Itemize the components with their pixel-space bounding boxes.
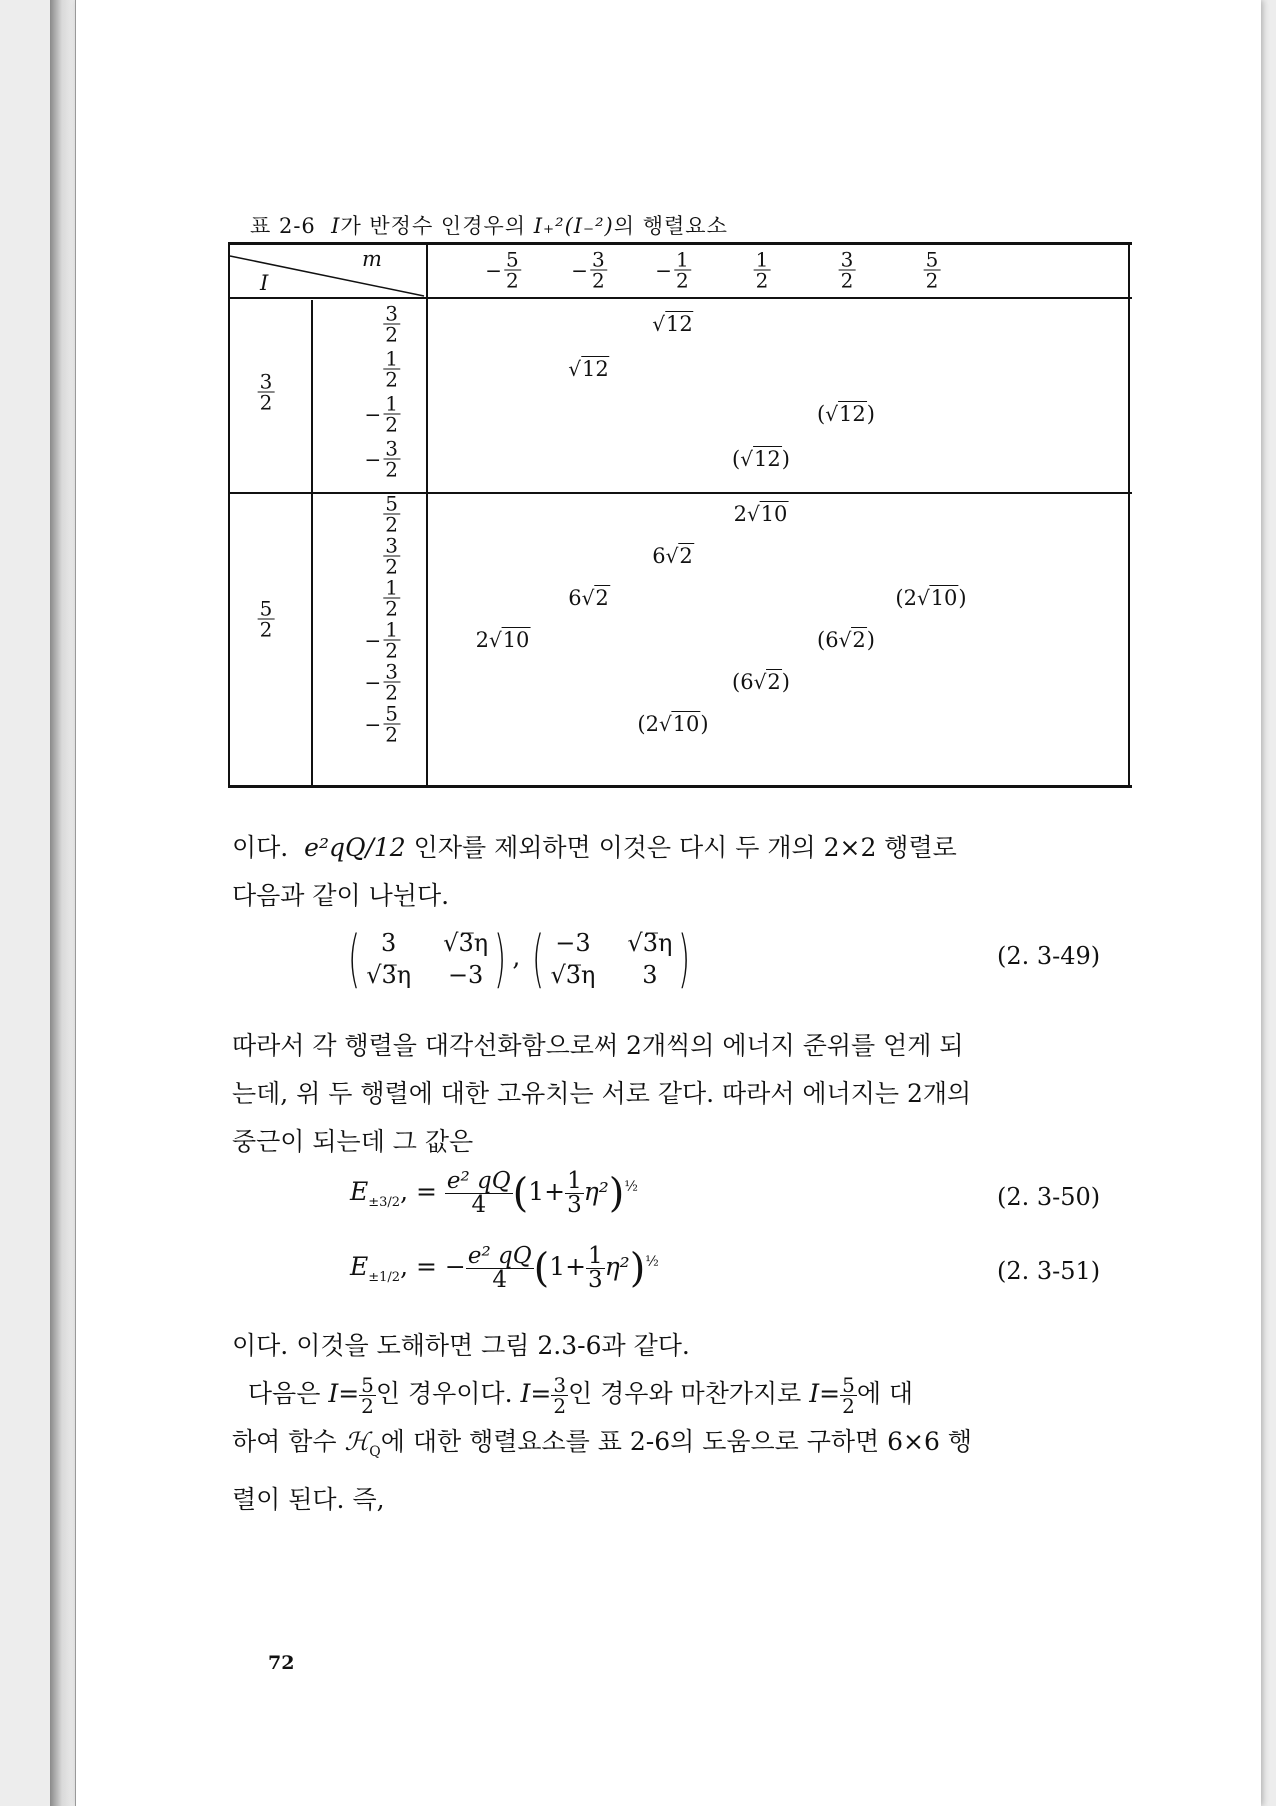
paragraph-4 [232, 1370, 1132, 1524]
para4-line-3: 렬이 된다. 즉, [232, 1485, 385, 1514]
matrix-cell: √3̅η [366, 961, 412, 989]
para4-text-b: 인 경우이다. [375, 1379, 513, 1408]
radical-sign-icon: √ [652, 312, 666, 336]
paren-open: ( [348, 922, 361, 995]
para4-hamiltonian: ℋ [344, 1427, 370, 1456]
fraction-numerator: 1 [676, 247, 689, 272]
row-m-label [381, 491, 400, 537]
caption-label: 표 2-6 [250, 214, 316, 238]
radical-sign-icon: √ [658, 712, 672, 736]
fraction-five-halves [840, 1375, 857, 1416]
table-group-rule [228, 492, 1132, 494]
radical-sign-icon: √ [746, 502, 760, 526]
equation-number-51: (2. 3-51) [997, 1257, 1101, 1285]
square-root [839, 628, 867, 652]
fraction-sign: − [571, 258, 589, 282]
matrix-cell: √3̅η [550, 961, 596, 989]
matrix-2 [550, 929, 672, 989]
row-m-label [381, 575, 400, 621]
eq-fraction [445, 1170, 513, 1217]
entry-coefficient: 6 [652, 544, 666, 568]
fraction-denominator: 2 [925, 268, 939, 293]
fraction-numerator: 5 [385, 491, 398, 516]
radical-sign-icon: √ [753, 670, 767, 694]
entry-coefficient: 6 [568, 586, 582, 610]
fraction-denominator: 2 [385, 412, 398, 437]
matrix-entry [817, 402, 875, 426]
fraction [383, 491, 400, 537]
table-header-divider [426, 242, 428, 788]
frac-den: 2 [842, 1394, 855, 1418]
entry-paren: ( [732, 447, 741, 471]
column-header [752, 247, 771, 293]
caption-text-2: 의 행렬요소 [613, 214, 728, 238]
fraction [590, 247, 607, 293]
eq-lhs: E [350, 1252, 369, 1281]
para4-I: I= [520, 1379, 552, 1408]
fraction-sign: − [364, 402, 382, 426]
table-caption [250, 210, 728, 240]
eq-fraction-small [565, 1170, 584, 1217]
fraction-denominator: 2 [676, 268, 689, 293]
para4-I: I= [809, 1379, 841, 1408]
square-root [659, 712, 700, 736]
fraction-numerator: 3 [592, 247, 605, 272]
fraction-numerator: 3 [840, 247, 854, 272]
matrix-entry [637, 712, 708, 736]
header-m: m [362, 247, 382, 271]
radicand: 2 [767, 670, 781, 694]
matrix-entry [568, 357, 609, 381]
eq-den: 4 [471, 1192, 487, 1218]
radicand: 2 [595, 586, 609, 610]
matrix-entry [568, 586, 610, 610]
radical-sign-icon: √ [665, 544, 679, 568]
entry-coefficient: 2 [475, 628, 489, 652]
eq-fraction [466, 1245, 534, 1292]
eq-eta: η² [604, 1252, 630, 1281]
square-root [747, 502, 788, 526]
square-root [666, 544, 694, 568]
fraction-sign: − [485, 258, 503, 282]
equation-number-49: (2. 3-49) [997, 942, 1101, 970]
fraction-sign: − [364, 670, 382, 694]
eq-sub: ±3/2 [368, 1195, 401, 1210]
row-m-label [381, 301, 400, 347]
entry-paren: ) [781, 670, 790, 694]
fraction-numerator: 3 [385, 659, 398, 684]
frac-num: 3 [553, 1373, 567, 1397]
fraction [383, 346, 400, 392]
paragraph-1 [232, 824, 1132, 920]
fraction-denominator: 2 [385, 680, 398, 705]
radical-sign-icon: √ [825, 402, 839, 426]
fraction-numerator: 1 [385, 617, 398, 642]
fraction-numerator: 1 [385, 391, 398, 416]
fraction-denominator: 2 [385, 596, 398, 621]
column-header [655, 247, 691, 293]
fraction-denominator: 2 [259, 390, 273, 414]
matrix-cell: √3̅η [627, 929, 673, 957]
para2-line-2: 는데, 위 두 행렬에 대한 고유치는 서로 같다. 따라서 에너지는 2개의 [232, 1079, 972, 1108]
page-number: 72 [268, 1652, 295, 1674]
fraction [383, 436, 400, 482]
fraction-numerator: 1 [385, 346, 398, 371]
entry-paren: ( [637, 712, 646, 736]
para4-line-2b: 에 대한 행렬요소를 표 2-6의 도움으로 구하면 6×6 행 [380, 1427, 973, 1456]
fraction [383, 575, 400, 621]
header-I: I [260, 271, 269, 295]
eq-power: ½ [645, 1253, 659, 1270]
fraction-denominator: 2 [840, 268, 854, 293]
radicand: 12 [582, 357, 609, 381]
radicand: 10 [502, 628, 530, 652]
column-header [571, 247, 607, 293]
row-m-label [381, 533, 400, 579]
radicand: 10 [930, 586, 958, 610]
caption-var: I [331, 214, 341, 238]
square-root [754, 670, 782, 694]
para1-text-b: 인자를 제외하면 이것은 다시 두 개의 2×2 행렬로 [413, 833, 957, 862]
fraction-sign: − [364, 447, 382, 471]
matrix-cell: −3 [447, 961, 484, 989]
para2-line-1: 따라서 각 행렬을 대각선화함으로써 2개씩의 에너지 준위를 얻게 되 [232, 1031, 964, 1060]
fraction [504, 247, 521, 293]
eq-power: ½ [624, 1178, 638, 1195]
row-m-label [364, 391, 401, 437]
matrix-1 [366, 929, 488, 989]
column-header [837, 247, 856, 293]
fraction [383, 533, 400, 579]
entry-coefficient: 2 [645, 712, 659, 736]
row-m-label [364, 701, 401, 747]
radicand: 12 [754, 447, 781, 471]
matrix-cell: √3̅η [443, 929, 489, 957]
eq-lhs: E [350, 1177, 369, 1206]
fraction [383, 301, 400, 347]
fraction-sign: − [364, 712, 382, 736]
fraction-sign: − [364, 628, 382, 652]
radicand: 10 [672, 712, 700, 736]
fraction-denominator: 2 [259, 617, 273, 642]
radical-sign-icon: √ [838, 628, 852, 652]
paragraph-3 [232, 1322, 1132, 1370]
fraction-denominator: 2 [385, 367, 398, 392]
fraction-denominator: 2 [385, 722, 398, 747]
entry-paren: ( [895, 586, 904, 610]
radical-sign-icon: √ [916, 586, 930, 610]
fraction-denominator: 2 [385, 638, 398, 663]
matrix-entry [732, 447, 790, 471]
matrix-entry [652, 544, 694, 568]
square-root [917, 586, 958, 610]
row-I-label [256, 596, 275, 642]
fraction [839, 247, 856, 293]
eq-fn: 1 [567, 1168, 582, 1194]
fraction-denominator: 2 [385, 512, 398, 537]
eq-one: 1+ [528, 1177, 566, 1206]
matrix-cell: 3 [642, 961, 658, 989]
para4-text-a: 다음은 [247, 1379, 321, 1408]
square-root [489, 628, 530, 652]
matrix-cell: 3 [381, 929, 397, 957]
radicand: 10 [760, 502, 788, 526]
table-I-divider [311, 300, 313, 788]
row-m-label [381, 346, 400, 392]
fraction-numerator: 5 [925, 247, 939, 272]
fraction-denominator: 2 [755, 268, 769, 293]
fraction-numerator: 5 [259, 596, 273, 621]
fraction-numerator: 3 [385, 436, 398, 461]
para1-factor: e²qQ/12 [304, 833, 406, 862]
eq-rel: = [415, 1177, 437, 1206]
fraction-five-halves [359, 1375, 376, 1416]
paren-close: ) [494, 922, 507, 995]
equation-number-50: (2. 3-50) [997, 1183, 1101, 1211]
matrix-entry [732, 670, 790, 694]
fraction-numerator: 5 [506, 247, 519, 272]
fraction [674, 247, 691, 293]
radical-sign-icon: √ [488, 628, 502, 652]
entry-paren: ) [866, 402, 875, 426]
entry-paren: ( [817, 402, 826, 426]
paren-open: ( [532, 922, 545, 995]
para4-text-d: 에 대 [856, 1379, 914, 1408]
fraction-sign: − [655, 258, 673, 282]
para4-line-2a: 하여 함수 [232, 1427, 337, 1456]
eq-fraction-small [586, 1245, 605, 1292]
frac-den: 2 [553, 1394, 567, 1418]
table-left-rule [228, 242, 230, 788]
frac-num: 5 [361, 1373, 374, 1397]
entry-paren: ) [781, 447, 790, 471]
fraction-numerator: 3 [259, 369, 273, 393]
fraction [754, 247, 771, 293]
fraction-denominator: 2 [385, 322, 398, 347]
square-root [652, 312, 693, 336]
matrix-element-table [228, 242, 1132, 788]
square-root [568, 357, 609, 381]
row-m-label [364, 659, 401, 705]
radicand: 12 [839, 402, 866, 426]
square-root [825, 402, 866, 426]
fraction [258, 371, 275, 412]
entry-paren: ( [732, 670, 741, 694]
para2-line-3: 중근이 되는데 그 값은 [232, 1127, 474, 1156]
entry-coefficient: 2 [903, 586, 917, 610]
radicand: 2 [679, 544, 693, 568]
matrix-cell: −3 [555, 929, 591, 957]
para4-hamiltonian-sub: Q [369, 1444, 381, 1460]
fraction-denominator: 2 [385, 457, 398, 482]
fraction-numerator: 1 [755, 247, 769, 272]
frac-den: 2 [361, 1394, 374, 1418]
entry-paren: ( [817, 628, 826, 652]
eq-den: 4 [492, 1267, 508, 1293]
fraction-numerator: 3 [385, 533, 398, 558]
eq-fd: 3 [588, 1267, 603, 1293]
fraction-numerator: 1 [385, 575, 398, 600]
fraction-denominator: 2 [506, 268, 519, 293]
eq-one: 1+ [549, 1252, 587, 1281]
para1-text-a: 이다. [232, 833, 289, 862]
fraction [383, 617, 400, 663]
matrix-entry [476, 628, 531, 652]
equation-2-3-49: ( 3 √3̅η √3̅η −3 ) , ( −3 √3̅η √3̅η 3 ) [348, 922, 691, 995]
matrix-entry [817, 628, 875, 652]
matrix-entry [895, 586, 966, 610]
equation-2-3-50: $E_{\pm 3/2}$, = $\frac{\text{e² qQ}}{4}$ (1+ $\frac{1}{3}$ η²)$^{\frac{1}{2}}$ [350, 1168, 638, 1218]
frac-num: 5 [842, 1373, 855, 1397]
matrix-entry [652, 312, 693, 336]
caption-operator: I₊²(I₋²) [533, 214, 614, 238]
eq-fd: 3 [567, 1192, 582, 1218]
fraction [258, 596, 275, 642]
radical-sign-icon: √ [740, 447, 754, 471]
fraction-denominator: 2 [385, 554, 398, 579]
entry-coefficient: 6 [740, 670, 754, 694]
eq-rel: = [415, 1252, 437, 1281]
para3-line-1: 이다. 이것을 도해하면 그림 2.3-6과 같다. [232, 1331, 690, 1360]
radicand: 2 [852, 628, 866, 652]
entry-paren: ) [958, 586, 967, 610]
radicand: 12 [666, 312, 693, 336]
row-m-label [364, 436, 401, 482]
fraction [383, 391, 400, 437]
column-header [485, 247, 521, 293]
eq-fn: 1 [588, 1243, 603, 1269]
entry-paren: ) [700, 712, 709, 736]
paren-close: ) [678, 922, 691, 995]
eq-num: e² qQ [467, 1243, 532, 1269]
square-root [740, 447, 781, 471]
eq-sub: ±1/2 [368, 1270, 401, 1285]
table-bottom-rule [228, 785, 1132, 788]
para4-I: I= [328, 1379, 360, 1408]
eq-sign: − [444, 1252, 466, 1281]
entry-coefficient: 2 [733, 502, 747, 526]
para1-text-c: 다음과 같이 나뉜다. [232, 881, 450, 910]
eq-num: e² qQ [446, 1168, 511, 1194]
entry-paren: ) [866, 628, 875, 652]
row-m-label [364, 617, 401, 663]
eq-eta: η² [583, 1177, 609, 1206]
paragraph-2 [232, 1022, 1132, 1166]
radical-sign-icon: √ [581, 586, 595, 610]
diagonal-rule [228, 242, 428, 300]
radical-sign-icon: √ [568, 357, 582, 381]
column-header [922, 247, 941, 293]
fraction-numerator: 5 [385, 701, 398, 726]
para4-text-c: 인 경우와 마찬가지로 [568, 1379, 802, 1408]
table-right-rule [1128, 242, 1130, 788]
fraction [383, 701, 400, 747]
fraction [924, 247, 941, 293]
square-root [582, 586, 610, 610]
matrix-entry [734, 502, 789, 526]
row-I-label [256, 371, 275, 412]
fraction-denominator: 2 [592, 268, 605, 293]
equation-2-3-51: $E_{\pm 1/2}$, = − $\frac{\text{e² qQ}}{4}$ (1+ $\frac{1}{3}$ η²)$^{\frac{1}{2}}$ [350, 1243, 659, 1293]
fraction-numerator: 3 [385, 301, 398, 326]
entry-coefficient: 6 [825, 628, 839, 652]
fraction [383, 659, 400, 705]
fraction-three-halves [551, 1375, 568, 1416]
caption-text: 가 반정수 인경우의 [340, 214, 527, 238]
